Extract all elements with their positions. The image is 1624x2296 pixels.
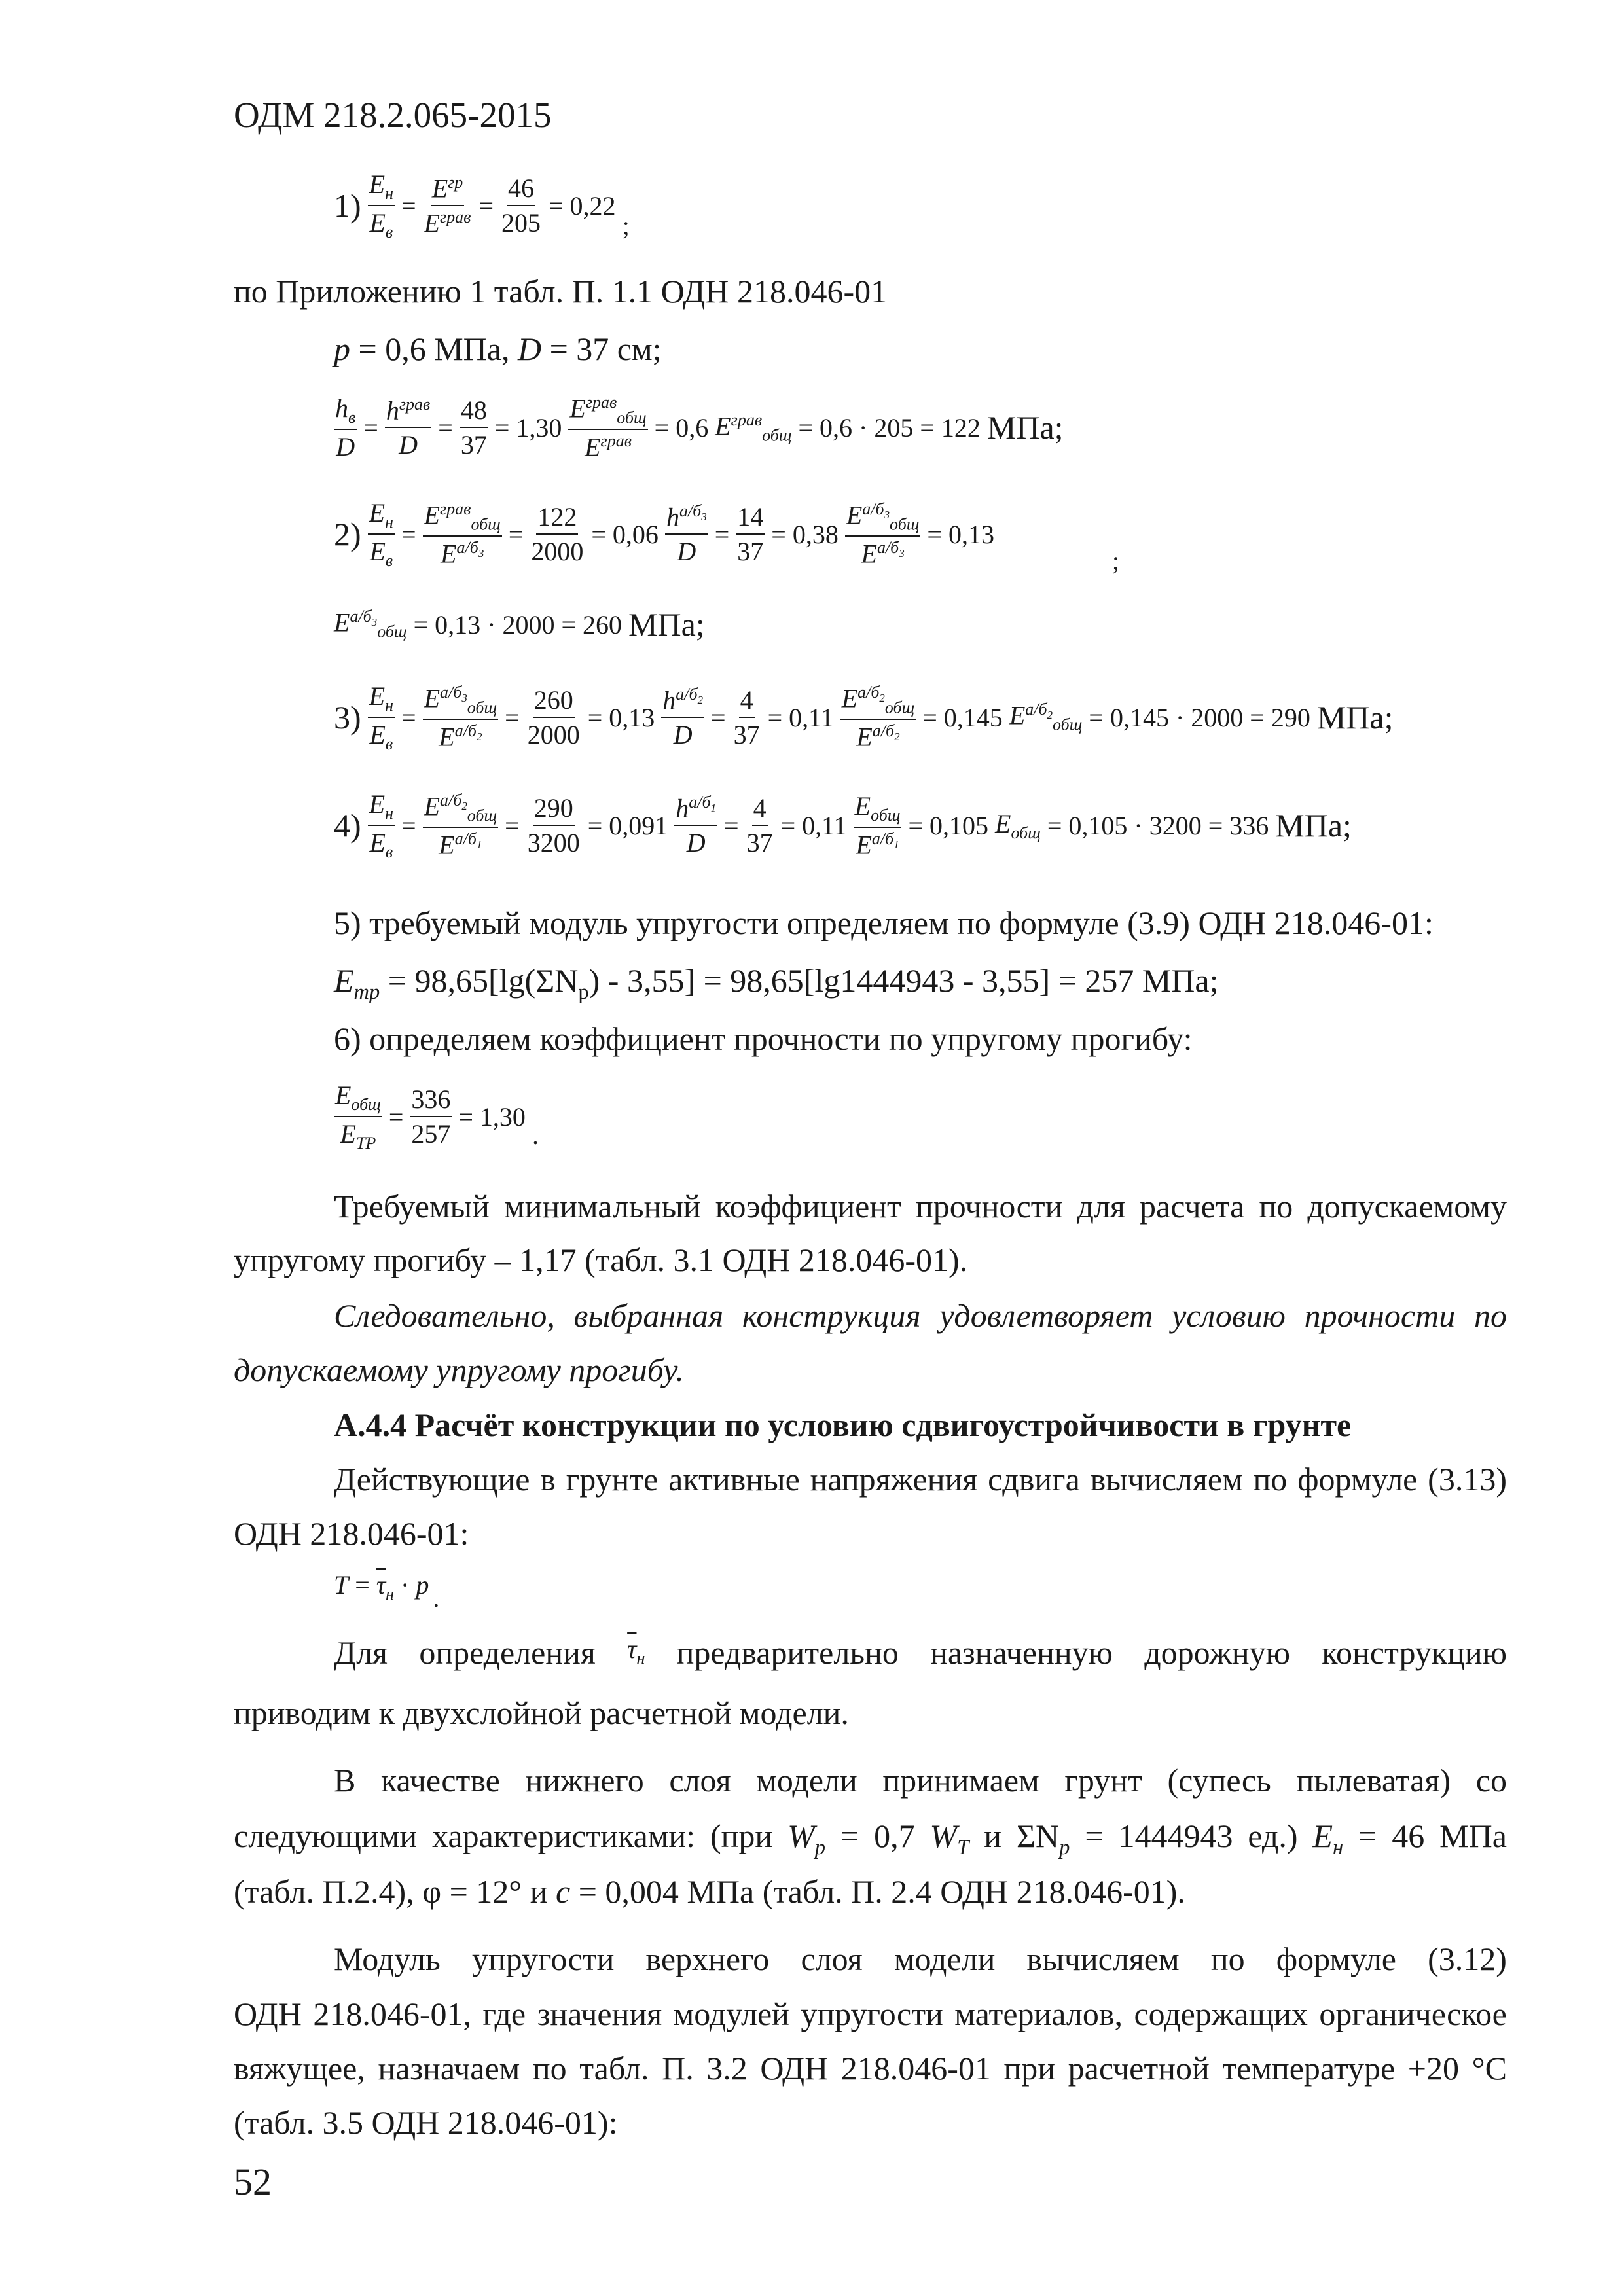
step-5-text: 5) требуемый модуль упругости определяем по формуле (3.9) ОДН 218.046-01: (334, 905, 1434, 941)
conclusion-line-1: Следовательно, выбранная конструкция удовлетворяет условию прочности по (334, 1297, 1507, 1334)
required-modulus-text: $E_{тр} = 98,65[\lg(\Sigma N_р) - 3,55] = 98,65[\lg 1444943 - 3,55] = 257$ МПа; (334, 962, 1219, 1004)
paragraph-3-line-2: ОДН 218.046-01: (234, 1515, 469, 1552)
reference-text: по Приложению 1 табл. П. 1.1 ОДН 218.046-01 (234, 273, 888, 310)
formula-hd-ratio: $h_в$ D = $h^{грав}$ D = $\frac{48}{37}$ = 1,30 $E^{грав}_{общ}$ $E^{грав}$ = 0,6 $E^{грав}_{общ}$ = 0,6 · 205 = 122 МПа; (335, 393, 1064, 462)
formula-3: 3) $E_н$ $E_в$ = $E^{а/б_3}_{общ}$ $E^{а/б_2}$ = $\frac{260}{2000}$ = 0,13 $h^{а/б_2}$ D = $\frac{4}{37}$ = 0,11 $E^{а/б_2}_{общ}$ $E^{а/б_2}$ = 0,145 $E^{а/б_2}_{общ}$ = 0,145 · 2000 = 290 МПа; (334, 681, 1394, 753)
paragraph-6-line-3: вяжущее, назначаем по табл. П. 3.2 ОДН 218.046-01 при расчетной температуре +20 °С (234, 2050, 1507, 2087)
formula-1: 1) $E_н$ $E_в$ = $E^{гр}$ $E^{грав}$ = $\frac{46}{205}$ = 0,22 ; (334, 170, 630, 242)
strength-coefficient-formula: $E_{общ}$ $E_{ТР}$ = $\frac{336}{257}$ = 1,30 . (335, 1081, 539, 1153)
paragraph-5-line-3: (табл. П.2.4), φ = 12° и c = 0,004 МПа (табл. П. 2.4 ОДН 218.046-01). (234, 1873, 1185, 1910)
parameters-text: p = 0,6 МПа, D = 37 см; (334, 331, 662, 367)
conclusion-line-2: допускаемому упругому прогибу. (234, 1352, 684, 1388)
paragraph-1-line-1: Требуемый минимальный коэффициент прочности для расчета по допускаемому (334, 1188, 1507, 1225)
paragraph-6-line-1: Модуль упругости верхнего слоя модели вычисляем по формуле (3.12) (334, 1941, 1507, 1977)
step-6-text: 6) определяем коэффициент прочности по упругому прогибу: (334, 1020, 1193, 1057)
section-heading: А.4.4 Расчёт конструкции по условию сдвигоустройчивости в грунте (334, 1407, 1352, 1443)
paragraph-4-line-2: приводим к двухслойной расчетной модели. (234, 1695, 849, 1731)
paragraph-6-line-2: ОДН 218.046-01, где значения модулей упругости материалов, содержащих органическое (234, 1996, 1507, 2032)
formula-4: 4) $E_н$ $E_в$ = $E^{а/б_2}_{общ}$ $E^{а/б_1}$ = $\frac{290}{3200}$ = 0,091 $h^{а/б_1}$ D = $\frac{4}{37}$ = 0,11 $E_{общ}$ $E^{а/б_1}$ = 0,105 $E_{общ}$ = 0,105 · 3200 = 336 МПа; (334, 789, 1352, 861)
paragraph-6-line-4: (табл. 3.5 ОДН 218.046-01): (234, 2104, 618, 2141)
formula-2: 2) $E_н$ $E_в$ = $E^{грав}_{общ}$ $E^{а/б_3}$ = $\frac{122}{2000}$ = 0,06 $h^{а/б_3}$ D = $\frac{14}{37}$ = 0,38 $E^{а/б_3}_{общ}$ $E^{а/б_3}$ = 0,13 ; (334, 498, 1120, 575)
paragraph-1-line-2: упругому прогибу – 1,17 (табл. 3.1 ОДН 218.046-01). (234, 1242, 968, 1278)
paragraph-4-line-1: Для определения $\overline{\tau}_н$ предварительно назначенную дорожную конструкцию (334, 1634, 1507, 1671)
page-number: 52 (234, 2161, 272, 2203)
paragraph-3-line-1: Действующие в грунте активные напряжения сдвига вычисляем по формуле (3.13) (334, 1461, 1507, 1498)
formula-2-result: $E^{а/б_3}_{общ}$ = 0,13 · 2000 = 260 МПа; (334, 606, 705, 643)
paragraph-5-line-2: следующими характеристиками: (при $W_р$ = 0,7 $W_Т$ и $\Sigma N_р$ = 1444943 ед.) $E_н$ = 46 МПа (234, 1818, 1507, 1859)
document-code-header: ОДМ 218.2.065-2015 (234, 95, 552, 135)
shear-stress-formula: $T = \overline{\tau}_н \cdot p$ . (334, 1570, 440, 1613)
paragraph-5-line-1: В качестве нижнего слоя модели принимаем грунт (супесь пылеватая) со (334, 1762, 1507, 1799)
